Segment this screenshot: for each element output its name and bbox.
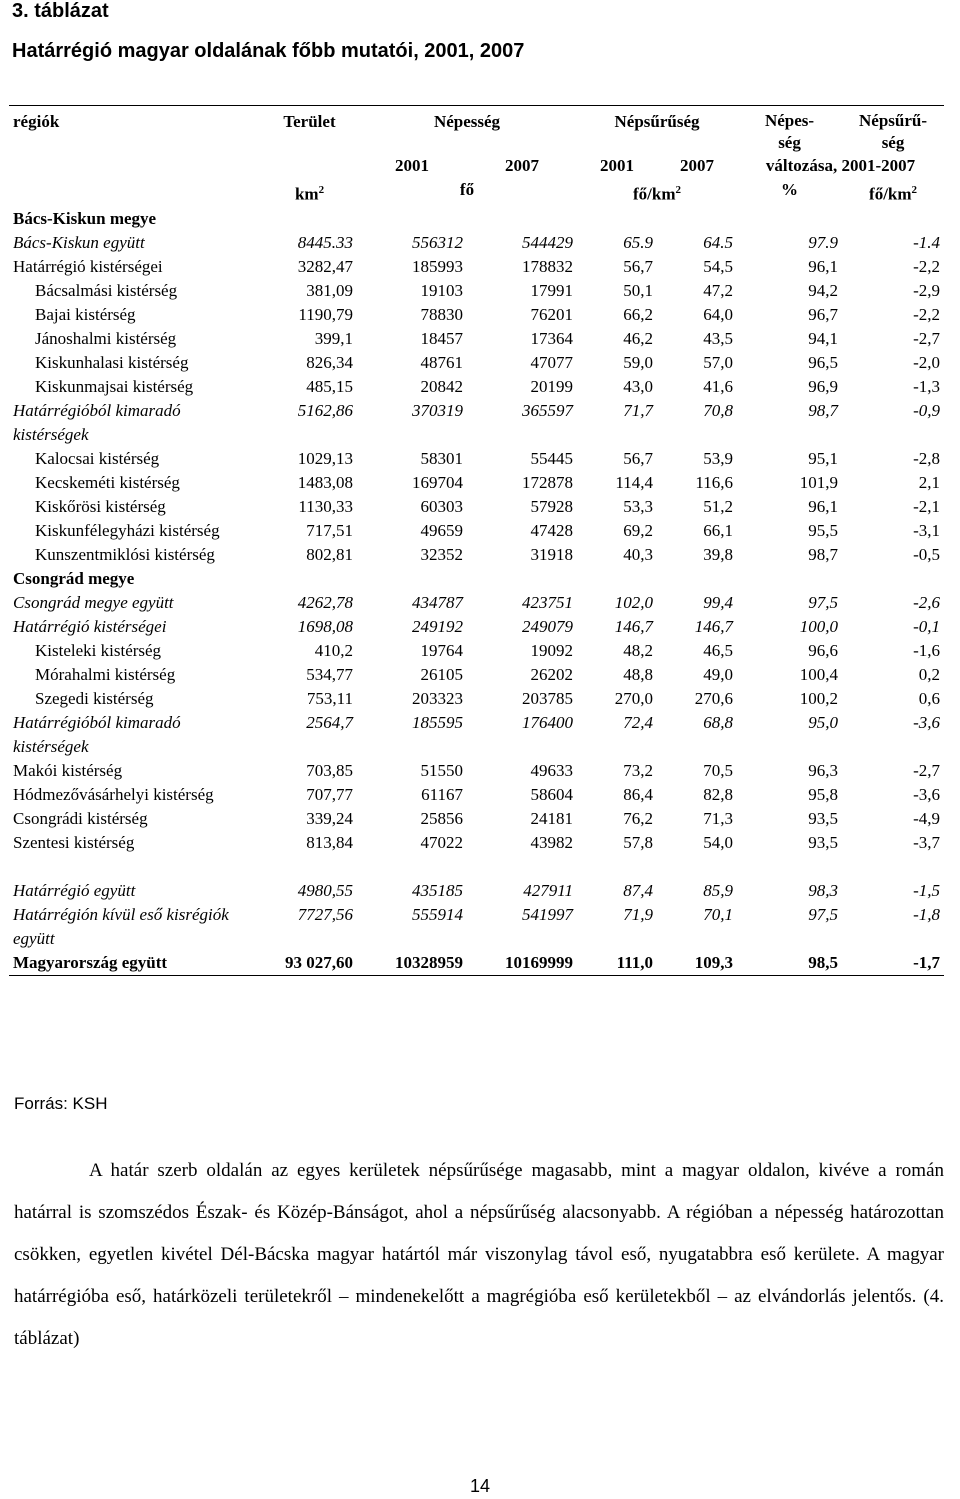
cell-value — [262, 567, 357, 591]
cell-value: 1483,08 — [297, 472, 353, 492]
cell-value: 25856 — [420, 808, 463, 828]
rows-row — [9, 375, 944, 399]
row-label: Kisteleki kistérség — [35, 640, 162, 660]
cell-value: 18457 — [420, 328, 463, 348]
rows-row — [9, 543, 944, 567]
cell-value: 73,2 — [623, 760, 654, 780]
body-paragraph: A határ szerb oldalán az egyes kerületek népsűrűsége magasabb, mint a magyar oldalon, kivéve a román határral is szomszédos Észak- és Közép-Bánságot, ahol a népsűrűség alacsonyabb. A régióban a népesség határozottan csökken, egyetlen kivétel Dél-Bácska magyar határtól már viszonylag távol eső, nyugatabbra eső kerülete. A magyar határrégióba eső, határközeli területekről – mindenekelőtt a magrégióba eső kerületekből – az elvándorlás jelentős. (4. táblázat) — [14, 1160, 944, 1349]
cell-value: 61167 — [421, 784, 463, 804]
cell-value: 4980,55 — [297, 880, 353, 900]
cell-value: -2,1 — [913, 496, 941, 516]
rows-row — [9, 207, 944, 231]
cell-value: 97,5 — [808, 904, 839, 924]
cell-value: 435185 — [412, 880, 463, 900]
rows-row — [9, 399, 944, 447]
cell-value: 100,2 — [799, 688, 839, 708]
header-row-1 — [9, 106, 944, 155]
row-label: Határrégióból kimaradó kistérségek — [13, 400, 181, 444]
row-label: Szegedi kistérség — [35, 688, 154, 708]
col-header-2001-density: 2001 — [600, 156, 635, 175]
cell-value — [467, 207, 577, 231]
cell-value: 70,5 — [703, 760, 734, 780]
cell-value: 64,0 — [703, 304, 734, 324]
cell-value: 76201 — [530, 304, 574, 324]
cell-value — [737, 207, 842, 231]
cell-value: 47,2 — [703, 280, 734, 300]
cell-value: 485,15 — [306, 376, 353, 396]
cell-value: 94,2 — [808, 280, 839, 300]
cell-value: 72,4 — [623, 712, 654, 732]
cell-value: -2,2 — [913, 256, 941, 276]
cell-value: 40,3 — [623, 544, 654, 564]
cell-value: 20842 — [420, 376, 463, 396]
cell-value: 19092 — [530, 640, 574, 660]
cell-value: -3,6 — [913, 784, 941, 804]
cell-value: 98,5 — [737, 951, 842, 976]
cell-value: 26202 — [530, 664, 574, 684]
cell-value: 94,1 — [808, 328, 839, 348]
cell-value — [657, 567, 737, 591]
cell-value: 169704 — [412, 472, 463, 492]
cell-value — [842, 207, 944, 231]
cell-value: 70,1 — [703, 904, 734, 924]
cell-value: 98,7 — [808, 544, 839, 564]
cell-value: 96,6 — [808, 640, 839, 660]
cell-value: 802,81 — [306, 544, 353, 564]
cell-value: 813,84 — [306, 832, 353, 852]
cell-value: 70,8 — [703, 400, 734, 420]
cell-value: 95,0 — [808, 712, 839, 732]
cell-value: 76,2 — [623, 808, 654, 828]
cell-value: 541997 — [522, 904, 574, 924]
rows-row — [9, 831, 944, 855]
cell-value: 381,09 — [306, 280, 353, 300]
row-label: Bajai kistérség — [35, 304, 136, 324]
cell-value — [842, 567, 944, 591]
cell-value: 2564,7 — [306, 712, 353, 732]
cell-value: 0,2 — [918, 664, 941, 684]
row-label: Jánoshalmi kistérség — [35, 328, 177, 348]
row-label: Bács-Kiskun megye — [13, 208, 157, 228]
cell-value: -2,8 — [913, 448, 941, 468]
cell-value: -4,9 — [913, 808, 941, 828]
rows-row — [9, 279, 944, 303]
cell-value: 8445.33 — [297, 232, 353, 252]
totals-row — [9, 951, 944, 976]
cell-value: 64.5 — [703, 232, 734, 252]
cell-value: -1,7 — [842, 951, 944, 976]
rows-row — [9, 783, 944, 807]
cell-value: 98,7 — [808, 400, 839, 420]
cell-value: 102,0 — [614, 592, 654, 612]
cell-value: 707,77 — [306, 784, 353, 804]
cell-value: 399,1 — [314, 328, 353, 348]
cell-value: -1,3 — [913, 376, 941, 396]
cell-value: 95,1 — [808, 448, 839, 468]
cell-value: -3,7 — [913, 832, 941, 852]
row-label: Kiskőrösi kistérség — [35, 496, 166, 516]
col-header-nepsuruseg-change: Népsűrű- ség — [842, 106, 944, 155]
cell-value: 114,4 — [615, 472, 654, 492]
cell-value: 555914 — [412, 904, 463, 924]
cell-value: 753,11 — [306, 688, 353, 708]
cell-value: 0,6 — [918, 688, 941, 708]
source-note: Forrás: KSH — [14, 1094, 108, 1113]
cell-value: -2,7 — [913, 328, 941, 348]
cell-value: 50,1 — [623, 280, 654, 300]
cell-value — [262, 207, 357, 231]
cell-value: 56,7 — [623, 256, 654, 276]
doc-heading: 3. táblázat — [12, 0, 109, 22]
cell-value: -1.4 — [913, 232, 941, 252]
col-header-valtozasa: változása, 2001-2007 — [765, 156, 916, 175]
col-header-nepsuruseg: Népsűrűség — [577, 106, 737, 155]
cell-value: 93,5 — [808, 808, 839, 828]
cell-value: 43982 — [530, 832, 574, 852]
cell-value: -3,6 — [913, 712, 941, 732]
page-number: 14 — [469, 1476, 491, 1496]
col-header-2007-density: 2007 — [680, 156, 715, 175]
cell-value: -2,0 — [913, 352, 941, 372]
cell-value: 10169999 — [467, 951, 577, 976]
cell-value: 78830 — [420, 304, 463, 324]
cell-value: 249192 — [412, 616, 463, 636]
cell-value: 86,4 — [623, 784, 654, 804]
totals-row — [9, 903, 944, 951]
cell-value — [467, 567, 577, 591]
cell-value: 54,0 — [703, 832, 734, 852]
row-label: Makói kistérség — [13, 760, 123, 780]
cell-value: 39,8 — [703, 544, 734, 564]
rows-row — [9, 495, 944, 519]
cell-value: 146,7 — [614, 616, 654, 636]
cell-value: 20199 — [530, 376, 574, 396]
cell-value: 47428 — [530, 520, 574, 540]
cell-value: 82,8 — [703, 784, 734, 804]
cell-value: 55445 — [530, 448, 574, 468]
cell-value: 48,2 — [623, 640, 654, 660]
cell-value: 2,1 — [918, 472, 941, 492]
cell-value: 41,6 — [703, 376, 734, 396]
row-label: Kunszentmiklósi kistérség — [35, 544, 215, 564]
cell-value: 48761 — [420, 352, 463, 372]
cell-value: 46,2 — [623, 328, 654, 348]
cell-value — [357, 567, 467, 591]
unit-km2: $km^2$ — [294, 184, 325, 204]
cell-value: 146,7 — [694, 616, 734, 636]
cell-value: 423751 — [522, 592, 574, 612]
cell-value: 96,9 — [808, 376, 839, 396]
cell-value: 17991 — [530, 280, 574, 300]
row-label: Bács-Kiskun együtt — [13, 232, 145, 252]
cell-value: 49,0 — [703, 664, 734, 684]
cell-value: 97.9 — [808, 232, 839, 252]
cell-value: 69,2 — [623, 520, 654, 540]
cell-value: 1130,33 — [298, 496, 353, 516]
cell-value: 109,3 — [657, 951, 737, 976]
row-label: Határrégió együtt — [13, 880, 136, 900]
rows-row — [9, 447, 944, 471]
rows-row — [9, 351, 944, 375]
row-label: Hódmezővásárhelyi kistérség — [13, 784, 214, 804]
cell-value: 49633 — [530, 760, 574, 780]
cell-value: 101,9 — [799, 472, 839, 492]
cell-value: 66,1 — [703, 520, 734, 540]
cell-value: 116,6 — [695, 472, 734, 492]
cell-value: 96,1 — [808, 496, 839, 516]
cell-value: 339,24 — [306, 808, 353, 828]
col-header-2007: 2007 — [505, 156, 539, 175]
cell-value: -0,5 — [913, 544, 941, 564]
cell-value: 96,3 — [808, 760, 839, 780]
header-row-units — [9, 178, 944, 207]
cell-value: -0,9 — [913, 400, 941, 420]
cell-value: 19764 — [420, 640, 463, 660]
cell-value: 93,5 — [808, 832, 839, 852]
cell-value: 46,5 — [703, 640, 734, 660]
cell-value: 434787 — [412, 592, 463, 612]
cell-value: 49659 — [420, 520, 463, 540]
row-label: Határrégióból kimaradó kistérségek — [13, 712, 181, 756]
rows-row — [9, 519, 944, 543]
rows-row — [9, 231, 944, 255]
cell-value: 370319 — [412, 400, 463, 420]
cell-value: 24181 — [530, 808, 574, 828]
col-header-nepesseg: Népesség — [357, 106, 577, 155]
row-label: Határrégió kistérségei — [13, 256, 163, 276]
cell-value: -1,5 — [913, 880, 941, 900]
cell-value: 71,9 — [623, 904, 654, 924]
cell-value: 57928 — [530, 496, 574, 516]
rows-row — [9, 615, 944, 639]
rows-row — [9, 255, 944, 279]
cell-value: 58604 — [530, 784, 574, 804]
rows-row — [9, 327, 944, 351]
cell-value: 111,0 — [577, 951, 657, 976]
rows-row — [9, 303, 944, 327]
totals-row — [9, 879, 944, 903]
rows-row — [9, 687, 944, 711]
cell-value: 185993 — [412, 256, 463, 276]
unit-fokm2-change: $fő/km^2$ — [869, 184, 918, 204]
header-row-2 — [9, 154, 944, 178]
cell-value: 19103 — [420, 280, 463, 300]
col-header-2001: 2001 — [395, 156, 429, 175]
cell-value: -2,2 — [913, 304, 941, 324]
cell-value: 95,5 — [808, 520, 839, 540]
rows-row — [9, 711, 944, 759]
cell-value: 43,0 — [623, 376, 654, 396]
cell-value: -1,8 — [913, 904, 941, 924]
cell-value: 203323 — [412, 688, 463, 708]
row-label: Magyarország együtt — [9, 951, 262, 976]
cell-value: 53,9 — [703, 448, 734, 468]
cell-value: 100,0 — [799, 616, 839, 636]
cell-value: 51,2 — [703, 496, 734, 516]
cell-value: 270,6 — [694, 688, 734, 708]
cell-value: 48,8 — [623, 664, 654, 684]
cell-value: 47077 — [530, 352, 574, 372]
cell-value: 66,2 — [623, 304, 654, 324]
indicator-table — [9, 105, 944, 976]
cell-value — [357, 207, 467, 231]
cell-value: 203785 — [522, 688, 574, 708]
cell-value: -2,6 — [913, 592, 941, 612]
col-header-nepesseg-change: Népes- ség — [737, 106, 842, 155]
cell-value: 96,1 — [808, 256, 839, 276]
cell-value: 544429 — [522, 232, 574, 252]
cell-value: 93 027,60 — [262, 951, 357, 976]
cell-value: 98,3 — [808, 880, 839, 900]
cell-value: 43,5 — [703, 328, 734, 348]
cell-value: 176400 — [522, 712, 574, 732]
rows-row — [9, 567, 944, 591]
row-label: Csongrád megye — [13, 568, 135, 588]
cell-value: 534,77 — [306, 664, 353, 684]
cell-value: 68,8 — [703, 712, 734, 732]
cell-value: 47022 — [420, 832, 463, 852]
rows-row — [9, 663, 944, 687]
cell-value: 56,7 — [623, 448, 654, 468]
cell-value: 65.9 — [623, 232, 654, 252]
cell-value: 32352 — [420, 544, 463, 564]
cell-value: 556312 — [412, 232, 463, 252]
cell-value: 87,4 — [623, 880, 654, 900]
cell-value: 95,8 — [808, 784, 839, 804]
cell-value: 717,51 — [306, 520, 353, 540]
cell-value: 703,85 — [306, 760, 353, 780]
cell-value: 60303 — [420, 496, 463, 516]
cell-value: 4262,78 — [297, 592, 353, 612]
cell-value: -0,1 — [913, 616, 941, 636]
cell-value: 1698,08 — [297, 616, 353, 636]
rows-row — [9, 471, 944, 495]
cell-value: 71,7 — [623, 400, 654, 420]
row-label: Határrégión kívül eső kisrégiók együtt — [13, 904, 229, 948]
cell-value: 71,3 — [703, 808, 734, 828]
cell-value: 5162,86 — [297, 400, 353, 420]
cell-value — [577, 567, 657, 591]
cell-value: 57,0 — [703, 352, 734, 372]
cell-value: 85,9 — [703, 880, 734, 900]
rows-row — [9, 759, 944, 783]
row-label: Mórahalmi kistérség — [35, 664, 176, 684]
row-label: Kalocsai kistérség — [35, 448, 160, 468]
unit-pct: % — [781, 180, 799, 199]
cell-value: 410,2 — [314, 640, 353, 660]
cell-value: 54,5 — [703, 256, 734, 276]
row-label: Bácsalmási kistérség — [35, 280, 178, 300]
row-label: Kiskunmajsai kistérség — [35, 376, 194, 396]
row-label: Kiskunfélegyházi kistérség — [35, 520, 220, 540]
cell-value: 96,7 — [808, 304, 839, 324]
row-label: Határrégió kistérségei — [13, 616, 167, 636]
row-label: Kiskunhalasi kistérség — [35, 352, 189, 372]
cell-value: 1029,13 — [297, 448, 353, 468]
col-header-regiok: régiók — [9, 106, 262, 155]
row-label: Szentesi kistérség — [13, 832, 135, 852]
cell-value: 31918 — [530, 544, 574, 564]
cell-value: 97,5 — [808, 592, 839, 612]
row-label: Csongrád megye együtt — [13, 592, 174, 612]
unit-fo: fő — [459, 180, 475, 199]
cell-value: 53,3 — [623, 496, 654, 516]
cell-value: 58301 — [420, 448, 463, 468]
cell-value: 100,4 — [799, 664, 839, 684]
row-label: Kecskeméti kistérség — [35, 472, 180, 492]
cell-value: -3,1 — [913, 520, 941, 540]
cell-value: 1190,79 — [298, 304, 353, 324]
cell-value: 365597 — [522, 400, 574, 420]
cell-value: 270,0 — [614, 688, 654, 708]
cell-value: 826,34 — [306, 352, 353, 372]
cell-value: -2,9 — [913, 280, 941, 300]
cell-value: 96,5 — [808, 352, 839, 372]
cell-value — [657, 207, 737, 231]
rows-row — [9, 807, 944, 831]
cell-value: 7727,56 — [297, 904, 353, 924]
cell-value: 57,8 — [623, 832, 654, 852]
col-header-terulet: Terület — [262, 106, 357, 155]
row-label: Csongrádi kistérség — [13, 808, 148, 828]
cell-value: 3282,47 — [297, 256, 353, 276]
rows-row — [9, 591, 944, 615]
cell-value: 17364 — [530, 328, 574, 348]
cell-value: 10328959 — [357, 951, 467, 976]
cell-value: 178832 — [522, 256, 574, 276]
cell-value — [737, 567, 842, 591]
cell-value: 185595 — [412, 712, 463, 732]
cell-value: 249079 — [522, 616, 574, 636]
unit-fokm2: $fő/km^2$ — [633, 184, 682, 204]
cell-value: 51550 — [420, 760, 463, 780]
cell-value: 59,0 — [623, 352, 654, 372]
cell-value: -1,6 — [913, 640, 941, 660]
rows-row — [9, 639, 944, 663]
cell-value — [577, 207, 657, 231]
cell-value: -2,7 — [913, 760, 941, 780]
cell-value: 172878 — [522, 472, 574, 492]
table-caption: Határrégió magyar oldalának főbb mutatói, 2001, 2007 — [12, 40, 525, 62]
cell-value: 99,4 — [703, 592, 734, 612]
cell-value: 427911 — [523, 880, 574, 900]
cell-value: 26105 — [420, 664, 463, 684]
